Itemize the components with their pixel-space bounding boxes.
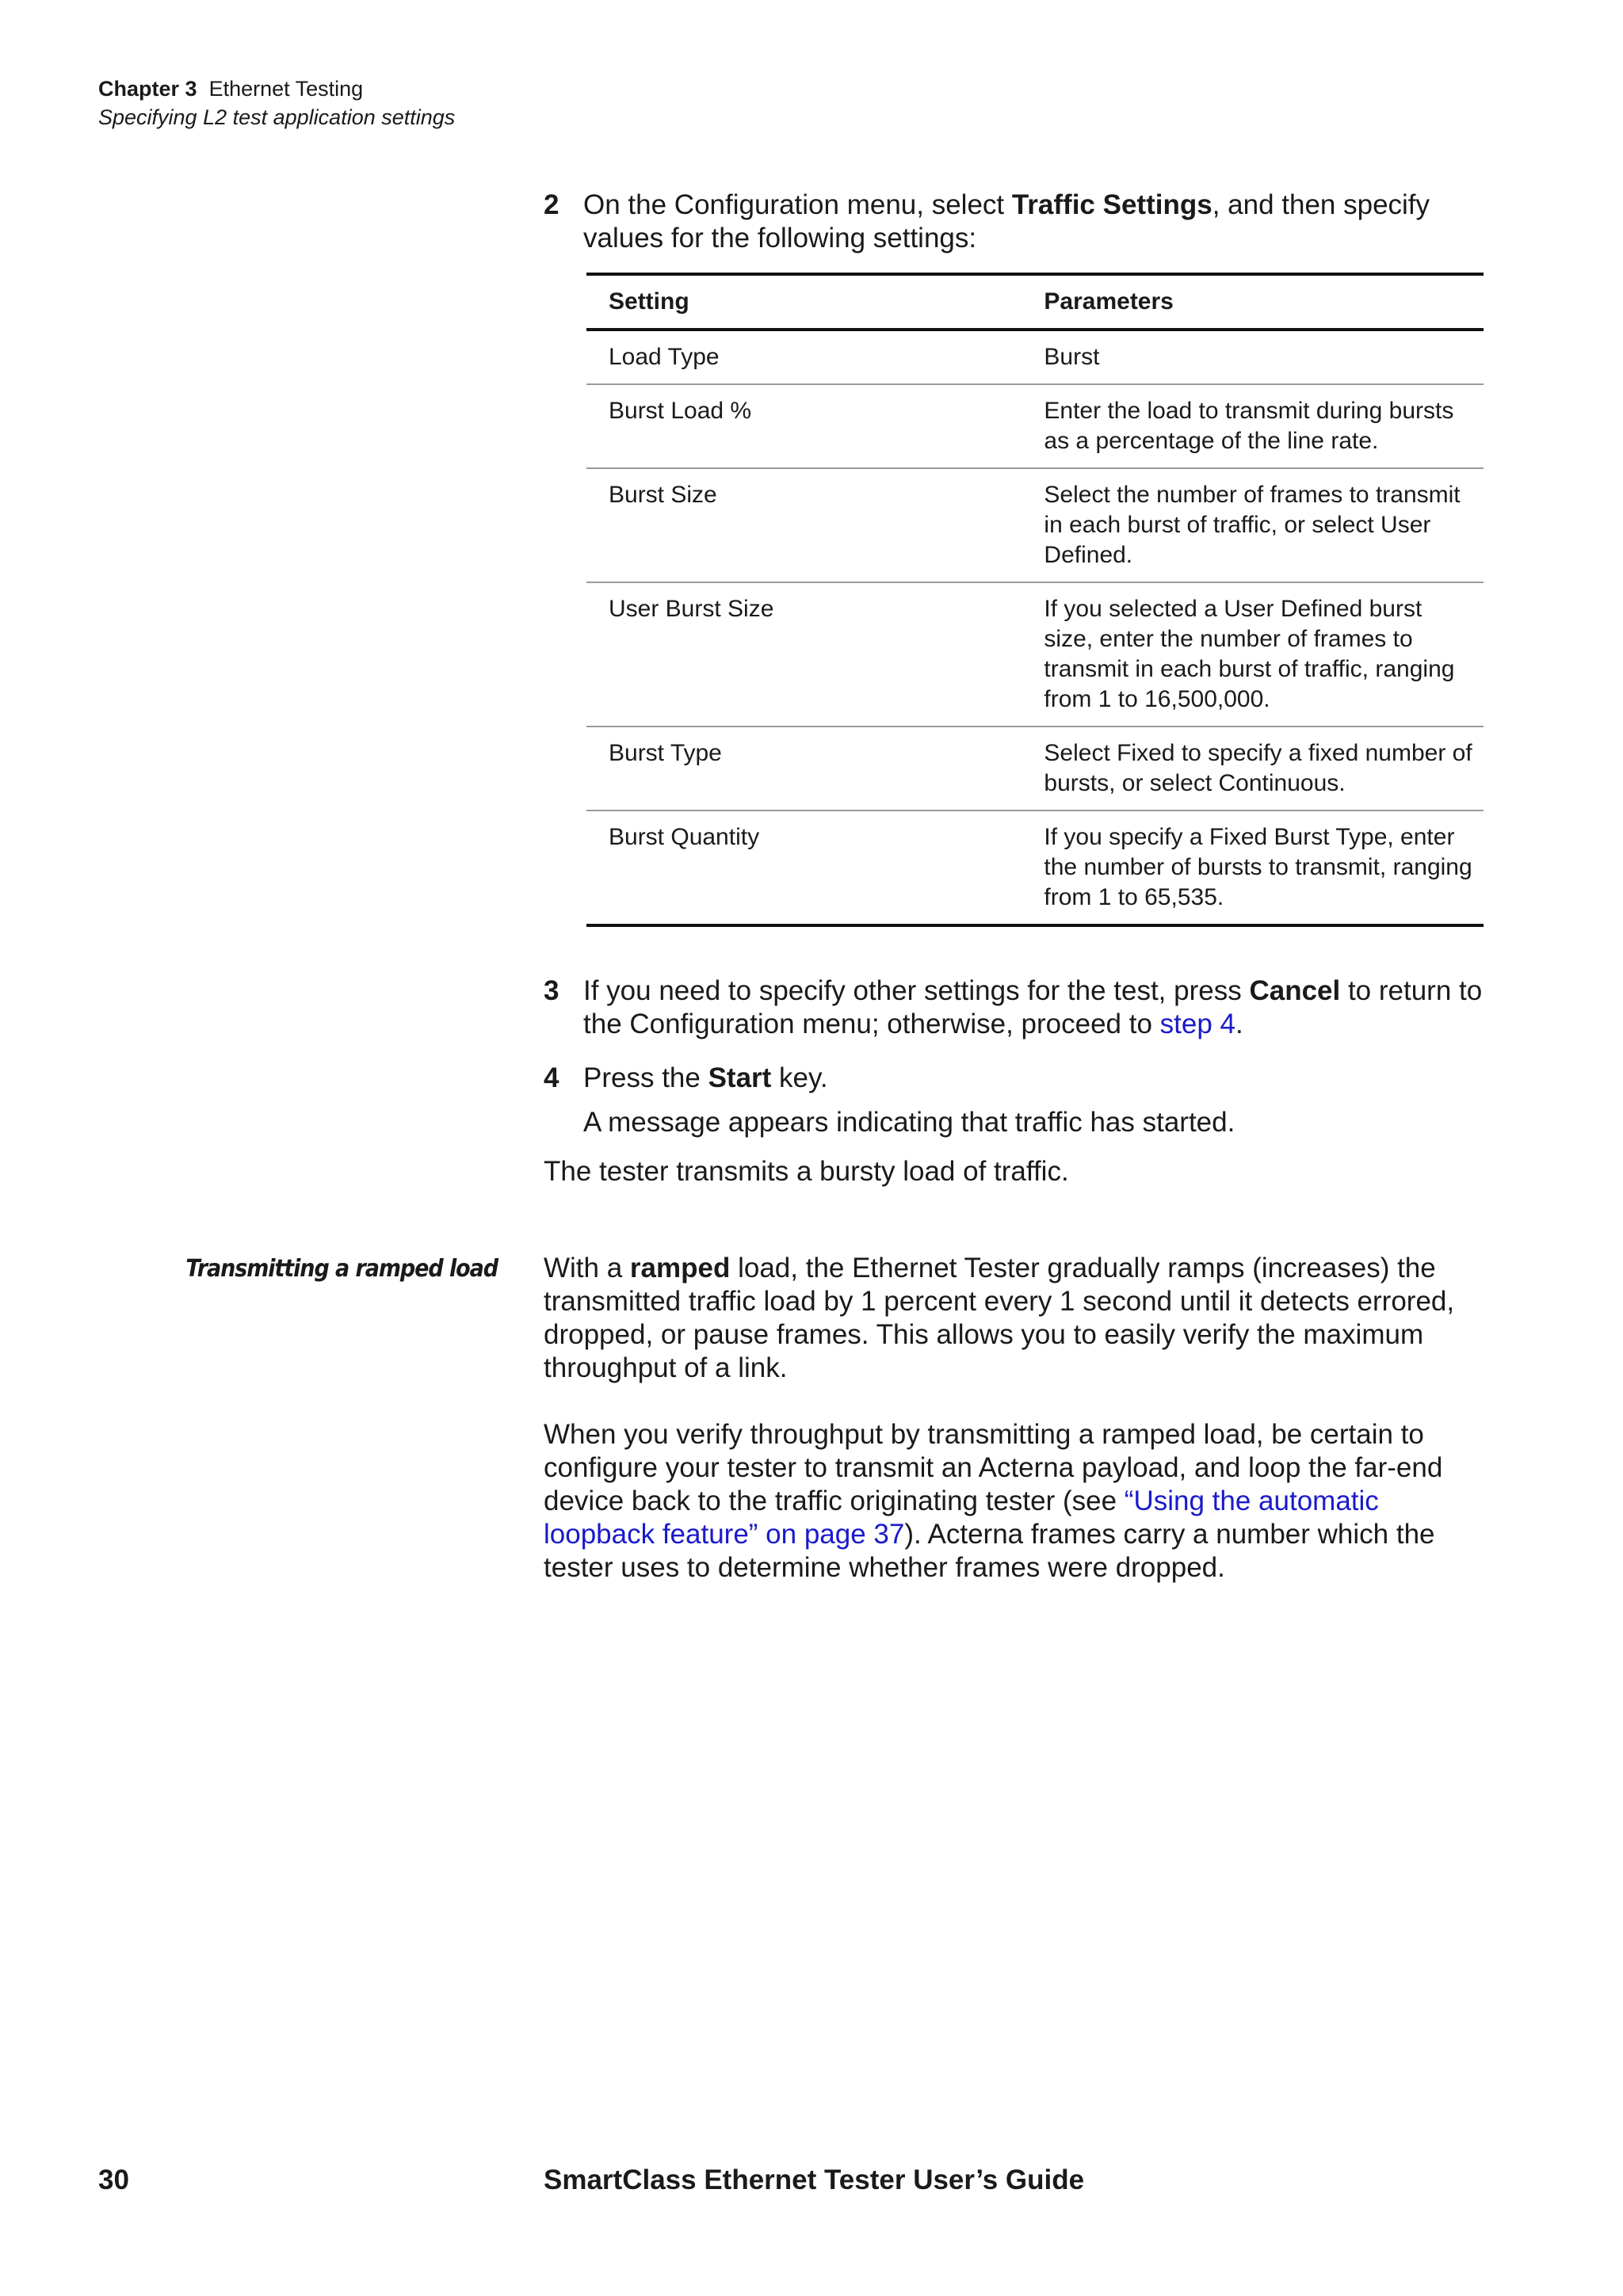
cell-setting: Burst Load % [609, 398, 752, 424]
step-number: 2 [544, 189, 559, 220]
cell-setting: Load Type [609, 344, 720, 370]
cell-parameters: If you specify a Fixed Burst Type, enter the number of bursts to transmit, ranging from 1 to 65,535. [1044, 824, 1472, 910]
side-heading: Transmitting a ramped load [185, 1255, 498, 1283]
key-name: Start [708, 1062, 772, 1093]
table-row [586, 330, 1484, 384]
step-3 [544, 974, 1495, 1041]
step-text-part: Press the [583, 1062, 708, 1093]
column-header-setting: Setting [609, 288, 689, 315]
step-result: A message appears indicating that traffic has started. [583, 1107, 1235, 1138]
page-number: 30 [98, 2164, 129, 2195]
step-text-part: If you need to specify other settings for the test, press [583, 975, 1250, 1006]
book-title: SmartClass Ethernet Tester User’s Guide [544, 2164, 1085, 2195]
chapter-title: Ethernet Testing [208, 77, 364, 101]
emphasis-term: ramped [629, 1253, 731, 1283]
cell-parameters: If you selected a User Defined burst size, enter the number of frames to transmit in each burst of traffic, ranging from 1 to 16,500,000. [1044, 596, 1455, 712]
step-text-part: . [1235, 1009, 1243, 1039]
key-name: Cancel [1249, 975, 1341, 1006]
step-text-part: key. [771, 1062, 828, 1093]
step-text [583, 1062, 1495, 1095]
step-text-part: On the Configuration menu, select [583, 189, 1012, 220]
cell-setting: Burst Type [609, 740, 722, 766]
step-text [583, 189, 1495, 255]
step-text-part: to return to the Configuration menu; otherwise, proceed to [583, 975, 1483, 1039]
table-header-row [586, 274, 1484, 330]
chapter-label: Chapter 3 [98, 77, 197, 101]
cell-parameters: Burst [1044, 344, 1100, 370]
summary-paragraph: The tester transmits a bursty load of traffic. [544, 1156, 1069, 1187]
menu-item-name: Traffic Settings [1011, 189, 1212, 220]
cell-parameters: Enter the load to transmit during bursts as a percentage of the line rate. [1044, 398, 1454, 454]
cell-parameters: Select Fixed to specify a fixed number of bursts, or select Continuous. [1044, 740, 1472, 796]
paragraph-text-part: load, the Ethernet Tester gradually ramps (increases) the transmitted traffic load by 1 percent every 1 second until it detects errored, dropped, or pause frames. This allows you to easily verify the maximum throughput of a link. [544, 1253, 1455, 1383]
table-row [586, 468, 1484, 582]
step-4-link[interactable]: step 4 [1159, 1009, 1236, 1039]
cell-setting: Burst Quantity [609, 824, 760, 850]
paragraph-text-part: When you verify throughput by transmitting a ramped load, be certain to configure your tester to transmit an Acterna payload, and loop the far-end device back to the traffic originating tester (see [544, 1419, 1443, 1516]
cell-setting: User Burst Size [609, 596, 774, 622]
chapter-line [98, 74, 455, 103]
table-row [586, 384, 1484, 468]
step-2 [544, 189, 1495, 255]
step-number: 3 [544, 975, 559, 1006]
table-row [586, 727, 1484, 810]
running-header [98, 74, 455, 132]
traffic-settings-table [586, 273, 1484, 927]
step-text-part: , and then specify values for the following settings: [583, 189, 1430, 254]
loopback-feature-link[interactable]: “Using the automatic loopback feature” on page 37 [544, 1486, 1379, 1550]
ramped-paragraph-2 [544, 1418, 1495, 1585]
cell-setting: Burst Size [609, 482, 717, 508]
step-text [583, 974, 1495, 1041]
paragraph-text-part: With a [544, 1253, 630, 1283]
column-header-parameters: Parameters [1044, 288, 1174, 315]
table-row [586, 810, 1484, 925]
step-number: 4 [544, 1062, 559, 1093]
cell-parameters: Select the number of frames to transmit in each burst of traffic, or select User Defined. [1044, 482, 1461, 568]
table-row [586, 582, 1484, 727]
ramped-paragraph-1 [544, 1252, 1495, 1385]
paragraph-text-part: ). Acterna frames carry a number which the tester uses to determine whether frames were dropped. [544, 1519, 1435, 1583]
section-title: Specifying L2 test application settings [98, 105, 456, 129]
step-4 [544, 1062, 1495, 1139]
